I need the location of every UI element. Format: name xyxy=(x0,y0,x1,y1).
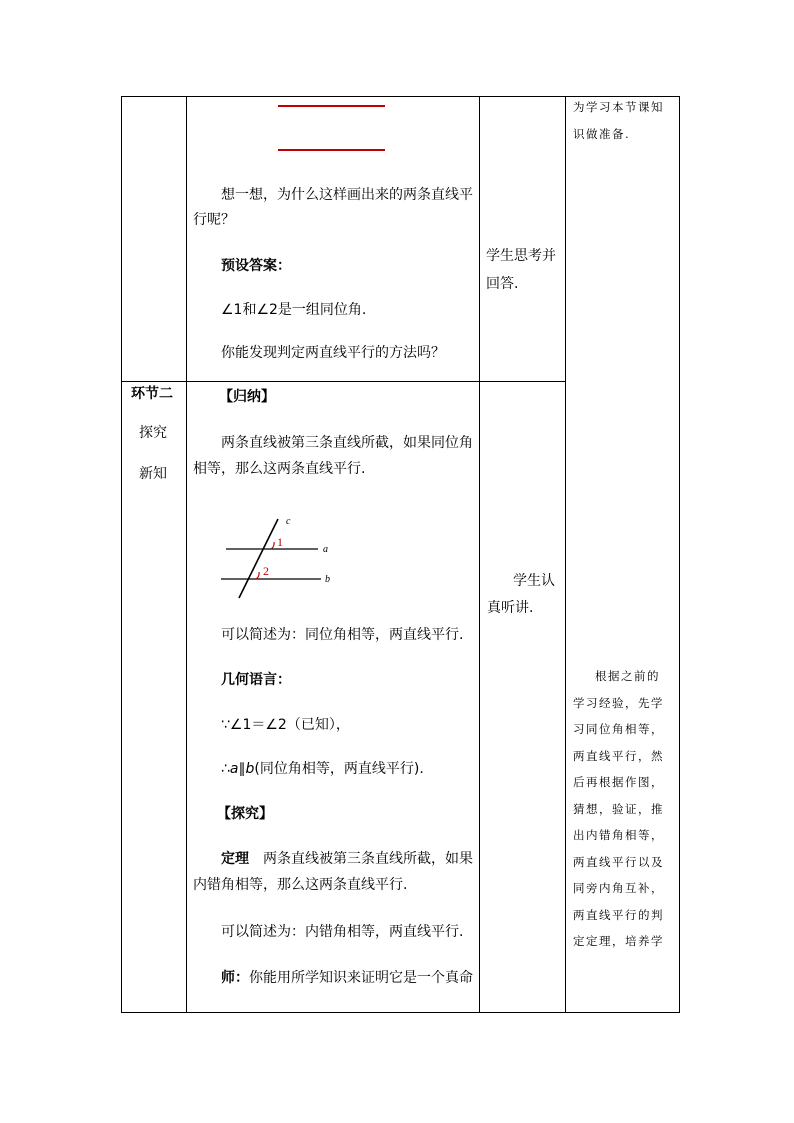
design-main-line: 定定理，培养学 xyxy=(573,934,664,948)
design-top-line2: 识做准备. xyxy=(573,127,631,141)
drawn-line-2 xyxy=(278,149,385,151)
angle-2-arc xyxy=(256,572,259,579)
design-main-line: 学习经验，先学 xyxy=(573,695,664,710)
section-label-step: 环节二 xyxy=(131,386,173,402)
angle-1-label: 1 xyxy=(277,535,283,549)
student-main-line2: 真听讲. xyxy=(487,600,534,616)
summary-text-line1: 两条直线被第三条直线所截，如果同位角 xyxy=(221,435,473,451)
brief-alternate-angles: 可以简述为：内错角相等，两直线平行. xyxy=(221,924,464,940)
design-main-line: 两直线平行以及 xyxy=(573,854,664,869)
student-main-line1: 学生认 xyxy=(513,573,555,589)
design-main-line: 根据之前的 xyxy=(595,669,660,683)
student-top-line2: 回答. xyxy=(486,276,519,292)
lesson-table xyxy=(121,96,680,1013)
think-text-line1: 想一想，为什么这样画出来的两条直线平 xyxy=(221,187,473,203)
geometric-language-label: 几何语言： xyxy=(221,672,291,688)
label-a: a xyxy=(323,544,328,555)
geometric-language-line2 xyxy=(221,760,424,778)
parallel-method-question: 你能发现判定两直线平行的方法吗？ xyxy=(221,345,445,361)
drawn-line-1 xyxy=(278,105,385,107)
brief-corresponding-angles: 可以简述为：同位角相等，两直线平行. xyxy=(221,627,464,643)
table-border-right xyxy=(679,96,680,1013)
angle-1-arc xyxy=(271,542,274,549)
geometric-reason: (同位角相等，两直线平行). xyxy=(254,761,424,777)
theorem-line2: 内错角相等，那么这两条直线平行. xyxy=(193,877,408,893)
student-top-line1: 学生思考并 xyxy=(486,248,556,264)
section-label-explore: 探究 xyxy=(139,425,167,441)
geometric-language-line1: ∵∠1＝∠2（已知）， xyxy=(221,717,350,733)
design-main-line: 两直线平行，然 xyxy=(573,748,664,763)
label-c: c xyxy=(286,516,291,527)
column-divider-2 xyxy=(479,96,480,1013)
design-main-line: 两直线平行的判 xyxy=(573,907,664,922)
theorem-line1 xyxy=(221,850,473,868)
design-main-line: 习同位角相等， xyxy=(573,722,664,736)
table-border-left xyxy=(121,96,122,1013)
teacher-question xyxy=(221,969,473,987)
angle-2-label: 2 xyxy=(263,564,269,578)
parallel-symbol: ∥ xyxy=(238,761,246,777)
think-text-line2: 行呢？ xyxy=(193,212,235,228)
summary-text-line2: 相等，那么这两条直线平行. xyxy=(193,461,366,477)
design-main-line: 猜想，验证，推 xyxy=(573,801,664,816)
explore-heading: 【探究】 xyxy=(217,806,273,822)
column-divider-3 xyxy=(565,96,566,1013)
symbol-b: b xyxy=(245,761,255,777)
table-border-top xyxy=(121,96,680,97)
theorem-label: 定理 xyxy=(221,851,249,867)
column-divider-1 xyxy=(186,96,187,1013)
design-top-line1: 为学习本节课知 xyxy=(573,100,664,114)
teacher-question-text: 你能用所学知识来证明它是一个真命 xyxy=(249,970,473,986)
therefore-symbol: ∴ xyxy=(221,761,230,777)
label-b: b xyxy=(325,574,330,585)
table-border-bottom xyxy=(121,1012,680,1013)
design-main-line: 出内错角相等， xyxy=(573,828,664,842)
preset-answer-text: ∠1和∠2是一组同位角. xyxy=(221,302,367,318)
row-divider xyxy=(121,381,566,382)
summary-heading: 【归纳】 xyxy=(219,389,275,405)
teacher-label: 师： xyxy=(221,970,249,986)
preset-answer-label: 预设答案： xyxy=(221,258,291,274)
theorem-text: 两条直线被第三条直线所截，如果 xyxy=(263,851,473,867)
section-label-new-knowledge: 新知 xyxy=(139,466,167,482)
parallel-lines-figure xyxy=(221,514,341,604)
transversal-c xyxy=(239,519,278,598)
design-main-line: 同旁内角互补， xyxy=(573,881,664,895)
design-main-line: 后再根据作图， xyxy=(573,775,664,789)
symbol-a: a xyxy=(229,761,239,777)
